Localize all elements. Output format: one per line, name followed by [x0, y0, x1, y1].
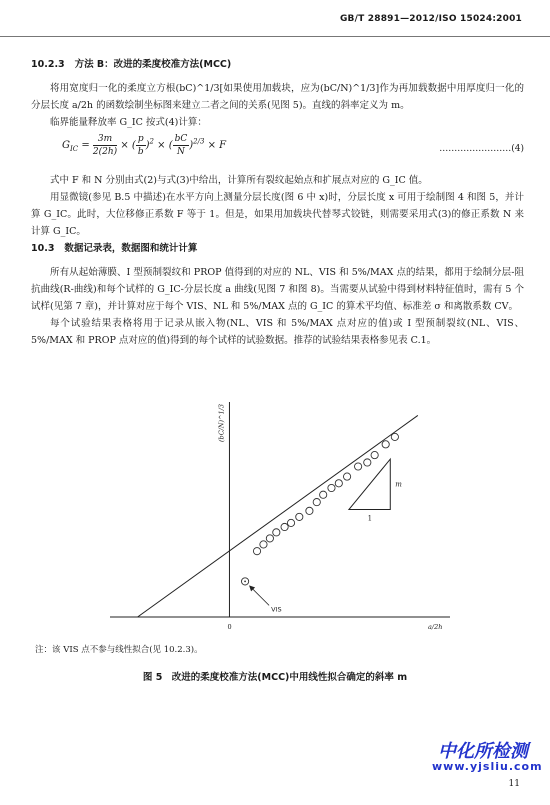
data-point — [364, 459, 371, 466]
section-title: 方法 B：改进的柔度校准方法(MCC) — [74, 59, 232, 70]
section-10-2-3-body-cont — [31, 172, 524, 240]
data-point — [335, 480, 342, 487]
vis-point-dot — [244, 580, 246, 582]
watermark-logo-text: 中化所检测 — [438, 741, 528, 762]
formula-fraction — [93, 133, 117, 158]
formula-fraction — [136, 133, 146, 158]
data-point — [281, 523, 288, 530]
data-point — [313, 499, 320, 506]
section-10-3-heading — [31, 240, 197, 254]
formula-exponent: 2 — [149, 137, 154, 146]
paragraph: 式中 F 和 N 分别由式(2)与式(3)中给出，计算所有裂纹起始点和扩展点对应的 G_IC 值。 — [50, 175, 428, 186]
section-10-3-body — [31, 264, 524, 349]
data-point — [328, 484, 335, 491]
data-point — [266, 535, 273, 542]
paragraph: 临界能量释放率 G_IC 按式(4)计算： — [50, 117, 207, 128]
run-label: 1 — [367, 514, 373, 523]
vis-annotation: VIS — [271, 605, 282, 614]
figure-note: 注：该 VIS 点不参与线性拟合(见 10.2.3)。 — [35, 645, 203, 655]
formula-tail: × F — [207, 140, 227, 151]
formula-equals: = — [81, 140, 90, 151]
page-number: 11 — [508, 779, 520, 789]
data-point — [391, 433, 398, 440]
paragraph: 用显微镜(参见 B.5 中描述)在水平方向上测量分层长度(图 6 中 x)时，分层长度 x 可用于绘制图 4 和图 5，并计算 G_IC。此时，大位移修正系数 F 等于 1。但是，如果用加载块代替琴式铰链，则需要采用式(3)的修正系数 N 来计算 G_IC。 — [31, 192, 524, 237]
fraction-numerator: 3m — [93, 133, 117, 146]
fraction-denominator: b — [137, 147, 144, 157]
fraction-denominator: 2(2h) — [92, 147, 118, 157]
data-point — [253, 548, 260, 555]
section-10-2-3-body — [31, 80, 524, 131]
standard-code-header: GB/T 28891—2012/ISO 15024:2001 — [339, 14, 522, 24]
slope-label: m — [395, 480, 402, 489]
data-point — [260, 541, 267, 548]
section-title: 数据记录表，数据图和统计计算 — [64, 243, 198, 254]
data-point — [296, 513, 303, 520]
section-number: 10.3 — [31, 243, 55, 254]
formula-4: $G_{IC}$ = $\frac{3m}{2(2h)}$ × ( $\frac{p}{b}$ )$^2$ × ( $\frac{bC}{N}$ )$^{2/3}$ × F ……………………(4) — [62, 134, 524, 157]
fit-line — [138, 415, 418, 617]
header-rule — [0, 36, 550, 37]
fraction-numerator: bC — [174, 134, 188, 144]
data-point — [382, 441, 389, 448]
chart-labels — [217, 404, 442, 631]
paragraph: 每个试验结果表格将用于记录从嵌入物(NL、VIS 和 5%/MAX 点对应的值)或 I 型预制裂纹(NL、VIS、5%/MAX 和 PROP 点对应的值)得到的每个试样的试验数据。推荐的试验结果表格参见表 C.1。 — [31, 318, 524, 346]
data-point — [355, 463, 362, 470]
section-10-2-3-heading — [31, 56, 231, 70]
data-point — [320, 491, 327, 498]
formula-exponent: 2/3 — [193, 137, 205, 146]
fraction-numerator: p — [137, 134, 144, 144]
data-point — [273, 529, 280, 536]
formula-subscript: IC — [70, 145, 79, 153]
y-axis-label: (bC/N)^1/3 — [217, 404, 226, 442]
origin-label: 0 — [227, 623, 232, 631]
data-point — [343, 473, 350, 480]
data-point — [306, 507, 313, 514]
data-point — [287, 519, 294, 526]
formula-number: ……………………(4) — [439, 144, 524, 154]
fit-line-segment — [138, 415, 418, 617]
formula-lhs: G — [62, 140, 70, 151]
section-number: 10.2.3 — [31, 59, 65, 70]
fraction-denominator: N — [176, 147, 185, 157]
paragraph: 将用宽度归一化的柔度立方根(bC)^1/3[如果使用加载块，应为(bC/N)^1/3]作为再加载数据中用厚度归一化的分层长度 a/2h 的函数绘制坐标图来建立二者之间的关系(见图 5)。直线的斜率定义为 m。 — [31, 83, 524, 111]
data-point — [371, 451, 378, 458]
figure-caption: 图 5 改进的柔度校准方法(MCC)中用线性拟合确定的斜率 m — [142, 672, 408, 683]
formula-fraction — [173, 133, 190, 158]
mcc-linear-fit-chart — [100, 397, 460, 637]
x-axis-label: a/2h — [428, 623, 443, 631]
paragraph: 所有从起始薄膜、I 型预制裂纹和 PROP 值得到的对应的 NL、VIS 和 5%/MAX 点的结果，都用于绘制分层-阻抗曲线(R-曲线)和每个试样的 G_IC-分层长度 a 曲线(见图 7 和图 8)。当需要从试验中得到材料特征值时，需有 5 个试样(见第 7 章)，并计算对应于每个 VIS、NL 和 5%/MAX 点的 G_IC 的算术平均值、标准差 σ 和离散系数 CV。 — [31, 267, 524, 312]
watermark-url: www.yjsliu.com — [432, 760, 543, 773]
axes — [110, 402, 450, 617]
